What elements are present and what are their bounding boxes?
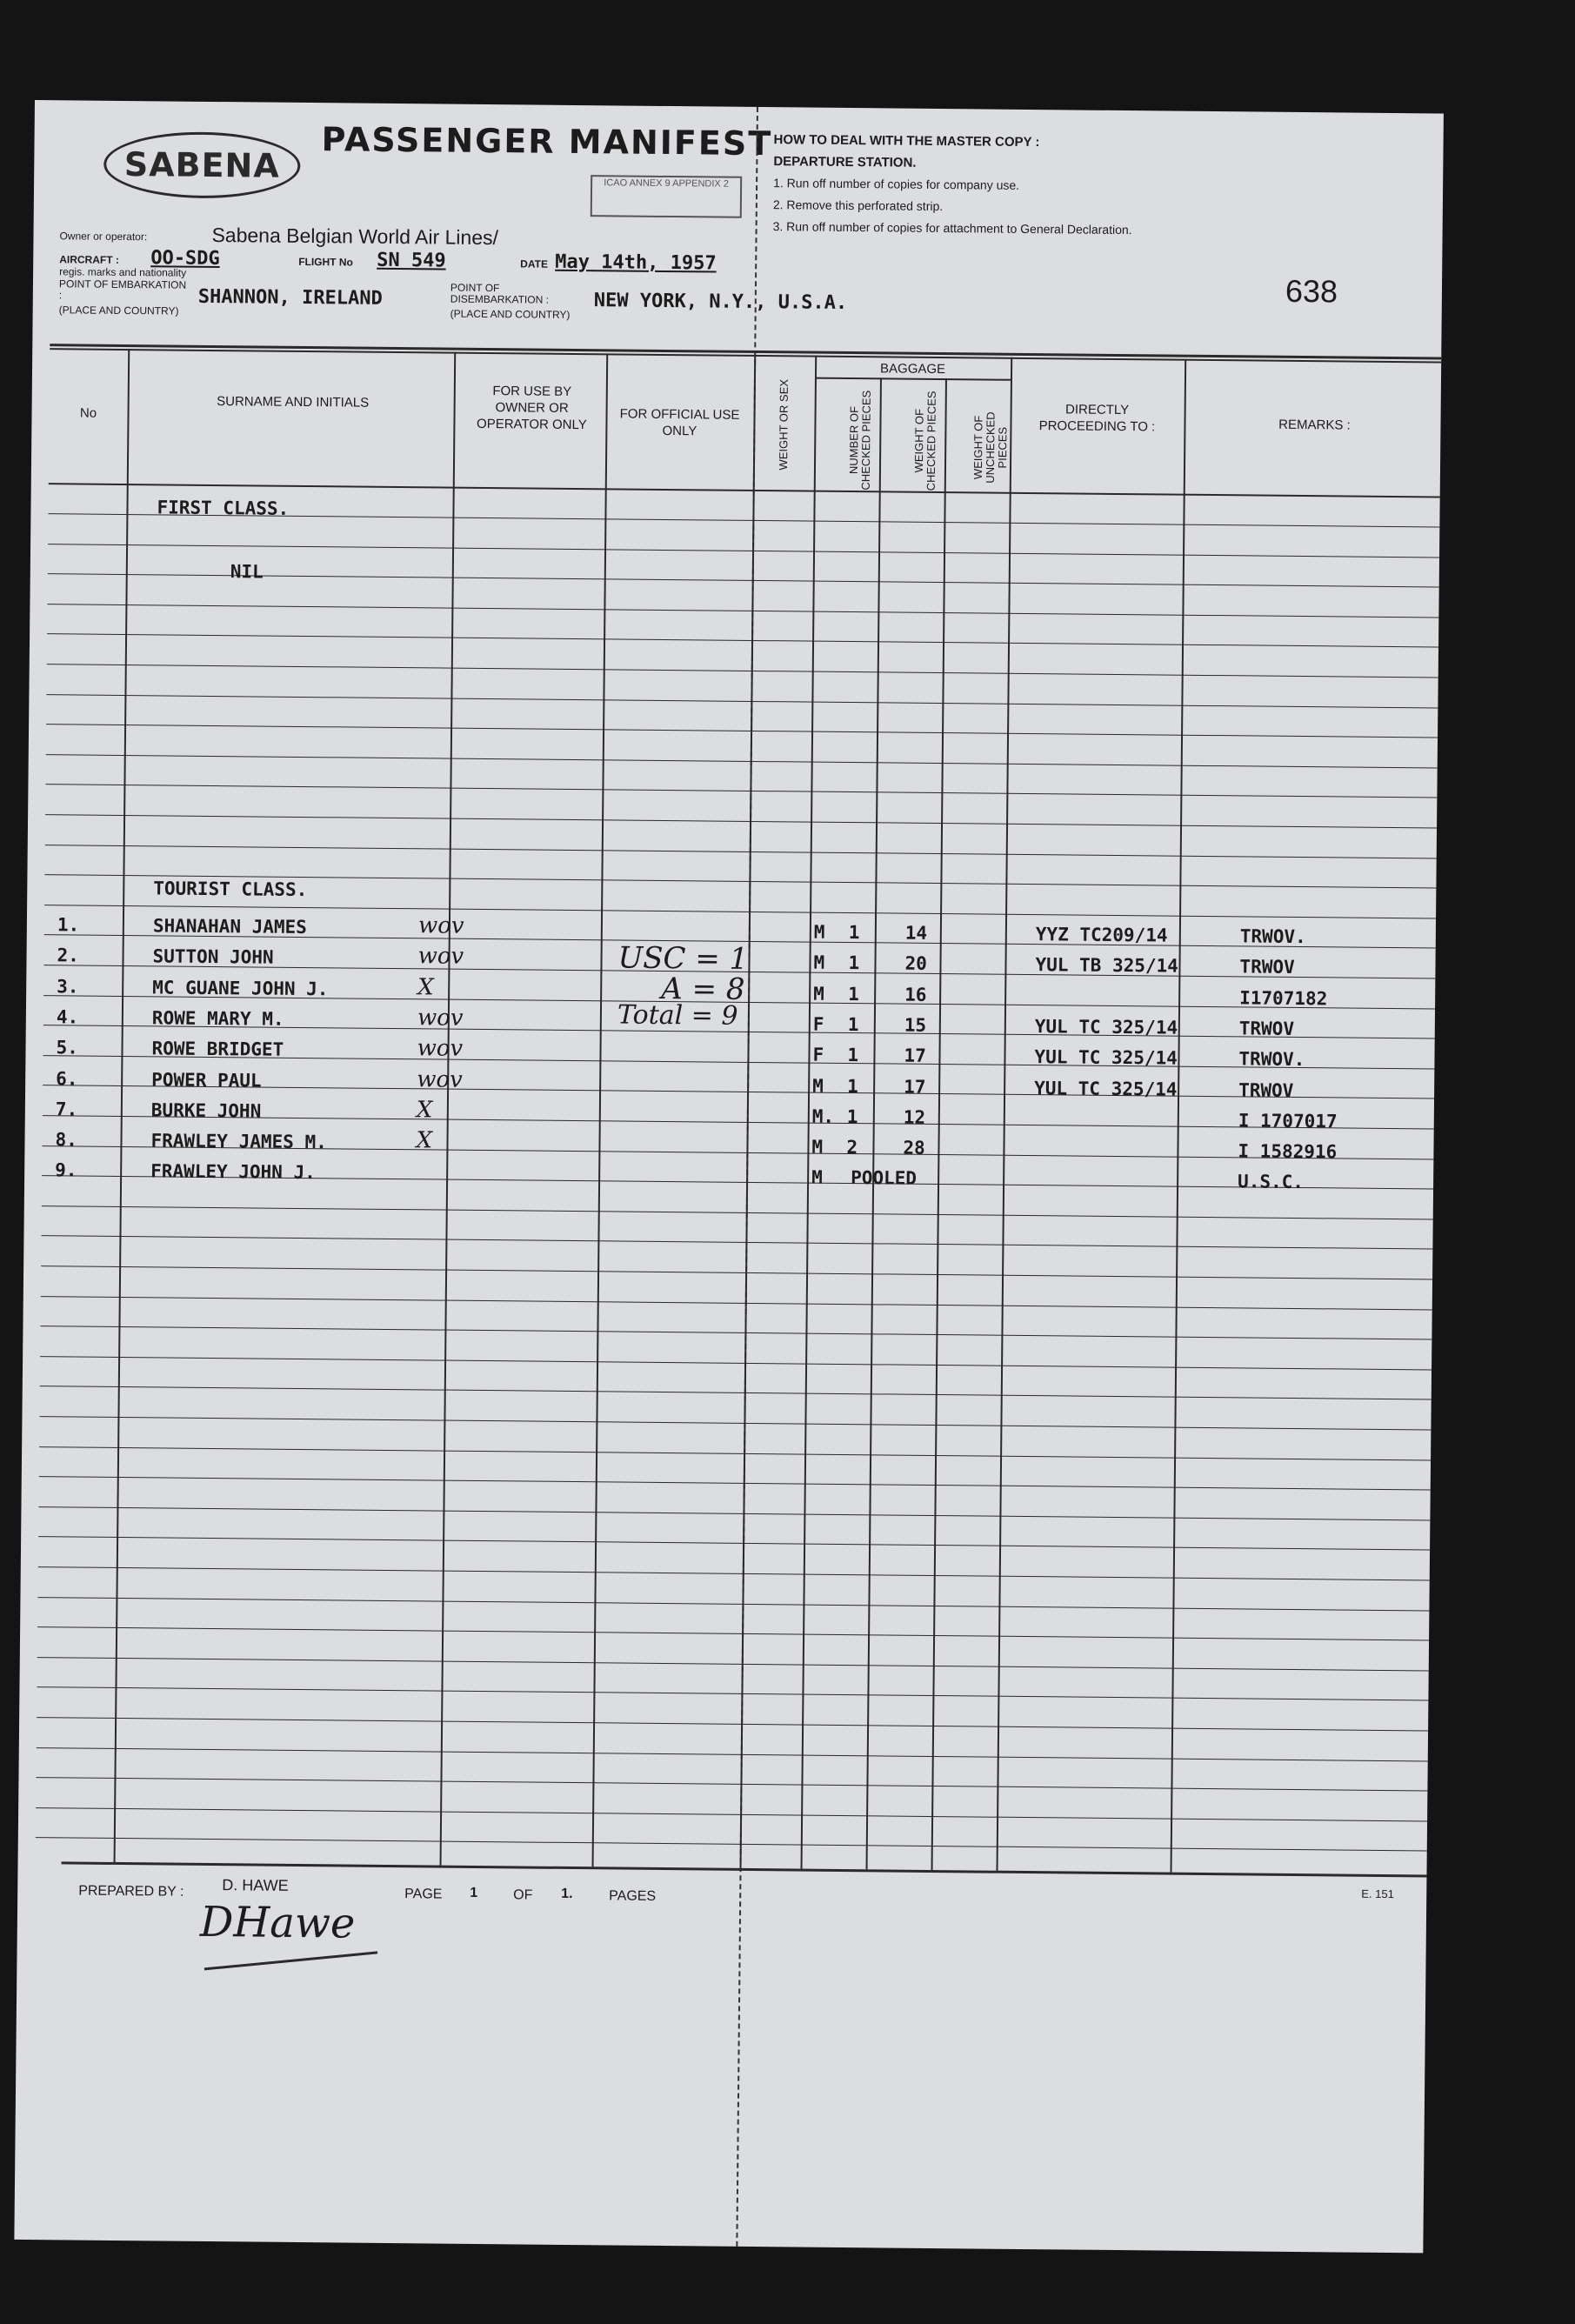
ruled-line: [37, 1747, 1428, 1761]
col-header-no: No: [79, 405, 97, 421]
passenger-no: 6.: [56, 1068, 78, 1090]
page-value: 1: [470, 1885, 478, 1900]
col-header-surname: SURNAME AND INITIALS: [217, 394, 370, 411]
ruled-line: [40, 1356, 1432, 1370]
passenger-mark: wov: [417, 1035, 464, 1062]
sabena-logo: SABENA: [103, 131, 301, 199]
flight-value: SN 549: [377, 249, 446, 272]
instruction-1: 1. Run off number of copies for company use.: [773, 176, 1020, 192]
passenger-name: ROWE MARY M.: [151, 1007, 284, 1030]
passenger-no: 8.: [55, 1129, 77, 1151]
header-bottom-rule: [49, 483, 1440, 498]
ruled-line: [38, 1536, 1430, 1550]
disembark-value: NEW YORK, N.Y., U.S.A.: [593, 290, 848, 314]
ruled-line: [40, 1326, 1432, 1339]
tourist-class-label: TOURIST CLASS.: [153, 878, 308, 901]
first-class-label: FIRST CLASS.: [157, 497, 290, 519]
owner-value: Sabena Belgian World Air Lines/: [211, 223, 499, 250]
instructions-sub: DEPARTURE STATION.: [773, 154, 917, 170]
passenger-mark: X: [416, 1127, 433, 1154]
passenger-no: 5.: [56, 1037, 78, 1058]
passenger-pieces: 1: [846, 1106, 858, 1128]
passenger-pieces: POOLED: [851, 1167, 918, 1189]
passenger-sex: M: [813, 921, 825, 943]
embark-label: POINT OF EMBARKATION :: [58, 277, 187, 302]
ruled-line: [36, 1777, 1427, 1791]
ruled-line: [41, 1235, 1432, 1249]
ruled-line: [38, 1506, 1430, 1520]
passenger-sex: M: [812, 1075, 824, 1097]
passenger-remarks: TRWOV.: [1238, 1048, 1305, 1071]
passenger-proceeding: YYZ TC209/14: [1035, 924, 1168, 946]
signature: DHawe: [199, 1897, 356, 1948]
passenger-pieces: 1: [847, 1076, 858, 1098]
passenger-sex: M: [811, 1136, 824, 1158]
passenger-weight: 15: [904, 1014, 927, 1036]
col-header-weight-sex: WEIGHT OR SEX: [776, 378, 791, 471]
passenger-pieces: 1: [847, 1014, 859, 1036]
passenger-mark: X: [417, 974, 434, 1001]
prepared-name: D. HAWE: [222, 1876, 289, 1894]
ruled-line: [42, 1205, 1433, 1219]
passenger-remarks: TRWOV: [1238, 1079, 1294, 1101]
passenger-remarks: I 1707017: [1238, 1110, 1338, 1132]
passenger-name: POWER PAUL: [151, 1069, 262, 1092]
ruled-lines: [35, 100, 1444, 114]
ruled-line: [37, 1626, 1429, 1640]
col-header-baggage: BAGGAGE: [879, 361, 946, 377]
passenger-pieces: 1: [848, 922, 860, 944]
passenger-pieces: 2: [846, 1137, 858, 1159]
ruled-line: [36, 1807, 1427, 1821]
disembark-label: POINT OF DISEMBARKATION :: [450, 281, 550, 306]
passenger-sex: F: [812, 1013, 824, 1035]
owner-label: Owner or operator:: [59, 230, 148, 244]
passenger-weight: 14: [904, 922, 928, 944]
col-header-unchecked-weight: WEIGHT OF UNCHECKED PIECES: [971, 411, 1010, 484]
col-header-checked-pieces: NUMBER OF CHECKED PIECES: [846, 390, 873, 491]
disembark-sub: (PLACE AND COUNTRY): [450, 307, 571, 321]
ruled-line: [41, 1266, 1432, 1279]
flight-label: FLIGHT No: [298, 255, 353, 269]
embark-value: SHANNON, IRELAND: [197, 285, 383, 310]
instruction-2: 2. Remove this perforated strip.: [772, 197, 944, 214]
ruled-line: [47, 633, 1438, 647]
col-header-official-use: FOR OFFICIAL USE ONLY: [619, 406, 740, 439]
passenger-name: FRAWLEY JAMES M.: [150, 1130, 327, 1153]
ruled-line: [37, 1686, 1428, 1700]
manifest-page: [14, 100, 1444, 2253]
passenger-no: 9.: [55, 1159, 77, 1181]
ruled-line: [39, 1416, 1431, 1430]
date-label: DATE: [520, 257, 549, 270]
ruled-line: [37, 1717, 1428, 1731]
passenger-no: 4.: [56, 1006, 79, 1028]
passenger-pieces: 1: [847, 1045, 859, 1066]
icao-stamp: ICAO ANNEX 9 APPENDIX 2: [591, 175, 742, 218]
ruled-line: [46, 754, 1438, 768]
passenger-remarks: I1707182: [1239, 987, 1328, 1010]
ruled-line: [48, 544, 1439, 558]
col-header-owner-use: FOR USE BY OWNER OR OPERATOR ONLY: [477, 384, 587, 433]
ruled-line: [37, 1657, 1429, 1671]
ruled-line: [39, 1446, 1431, 1460]
regis-label: regis. marks and nationality: [59, 265, 187, 279]
passenger-no: 1.: [57, 914, 80, 936]
passenger-remarks: TRWOV: [1239, 956, 1295, 978]
first-class-value: NIL: [230, 561, 264, 583]
passenger-remarks: U.S.C.: [1238, 1171, 1305, 1193]
page-number: 638: [1285, 272, 1338, 310]
passenger-pieces: 1: [848, 952, 860, 974]
passenger-name: FRAWLEY JOHN J.: [150, 1160, 316, 1184]
passenger-proceeding: YUL TC 325/14: [1034, 1078, 1178, 1100]
instructions: [773, 129, 1133, 241]
passenger-weight: 17: [904, 1076, 926, 1098]
col-header-proceeding: DIRECTLY PROCEEDING TO :: [1038, 402, 1156, 435]
passenger-sex: M: [811, 1166, 823, 1188]
date-value: May 14th, 1957: [555, 250, 717, 275]
passenger-no: 7.: [55, 1099, 78, 1120]
instruction-3: 3. Run off number of copies for attachment to General Declaration.: [772, 219, 1132, 237]
passenger-pieces: 1: [848, 984, 859, 1005]
passenger-remarks: TRWOV: [1238, 1018, 1295, 1039]
official-note-a: A = 8: [661, 971, 745, 1007]
passenger-name: SHANAHAN JAMES: [152, 915, 308, 938]
ruled-line: [47, 664, 1438, 678]
passenger-sex: F: [812, 1044, 824, 1065]
passenger-no: 3.: [57, 976, 79, 998]
form-code: E. 151: [1361, 1887, 1394, 1901]
ruled-line: [46, 724, 1438, 738]
passenger-mark: wov: [417, 1066, 463, 1093]
passenger-mark: X: [416, 1097, 433, 1124]
page-label: PAGE: [404, 1887, 443, 1902]
passenger-weight: 28: [903, 1137, 925, 1159]
passenger-weight: 16: [904, 984, 927, 1005]
pages-label: PAGES: [609, 1888, 657, 1904]
col-header-checked-weight: WEIGHT OF CHECKED PIECES: [911, 391, 938, 491]
ruled-line: [41, 1296, 1432, 1310]
ruled-line: [39, 1476, 1431, 1490]
passenger-remarks: TRWOV.: [1239, 925, 1306, 948]
passenger-weight: 17: [904, 1045, 926, 1066]
pages-value: 1.: [561, 1886, 573, 1902]
passenger-sex: M.: [811, 1105, 835, 1127]
ruled-line: [45, 845, 1437, 858]
passenger-mark: wov: [417, 1005, 464, 1032]
col-header-remarks: REMARKS :: [1278, 417, 1351, 433]
official-note-total: Total = 9: [617, 999, 738, 1032]
passenger-proceeding: YUL TB 325/14: [1035, 954, 1178, 977]
passenger-remarks: I 1582916: [1238, 1140, 1338, 1163]
footer-rule: [62, 1861, 1427, 1877]
passenger-sex: M: [813, 952, 825, 973]
ruled-line: [37, 1597, 1429, 1611]
aircraft-value: OO-SDG: [150, 247, 220, 270]
prepared-label: PREPARED BY :: [78, 1883, 184, 1900]
passenger-sex: M: [813, 983, 824, 1005]
passenger-name: SUTTON JOHN: [152, 945, 274, 968]
passenger-weight: 20: [904, 952, 927, 974]
of-label: OF: [513, 1887, 533, 1903]
aircraft-label: AIRCRAFT :: [59, 253, 119, 266]
embark-sub: (PLACE AND COUNTRY): [58, 304, 179, 317]
official-note-usc: USC = 1: [617, 940, 749, 977]
passenger-name: BURKE JOHN: [150, 1099, 262, 1122]
ruled-line: [47, 604, 1438, 618]
passenger-mark: wov: [417, 943, 464, 970]
ruled-line: [38, 1566, 1430, 1580]
passenger-proceeding: YUL TC 325/14: [1034, 1046, 1178, 1069]
ruled-line: [40, 1386, 1432, 1399]
passenger-name: ROWE BRIDGET: [151, 1038, 284, 1060]
passenger-name: MC GUANE JOHN J.: [152, 977, 329, 1000]
passenger-weight: 12: [903, 1106, 926, 1128]
passenger-proceeding: YUL TC 325/14: [1034, 1016, 1178, 1038]
instructions-title: HOW TO DEAL WITH THE MASTER COPY :: [773, 132, 1040, 150]
ruled-line: [46, 694, 1438, 708]
page-title: PASSENGER MANIFEST: [321, 120, 773, 164]
ruled-line: [45, 784, 1437, 798]
passenger-no: 2.: [57, 945, 79, 966]
passenger-mark: wov: [417, 912, 464, 939]
ruled-line: [36, 1837, 1427, 1851]
signature-underline: [204, 1951, 377, 1970]
ruled-line: [45, 814, 1437, 828]
